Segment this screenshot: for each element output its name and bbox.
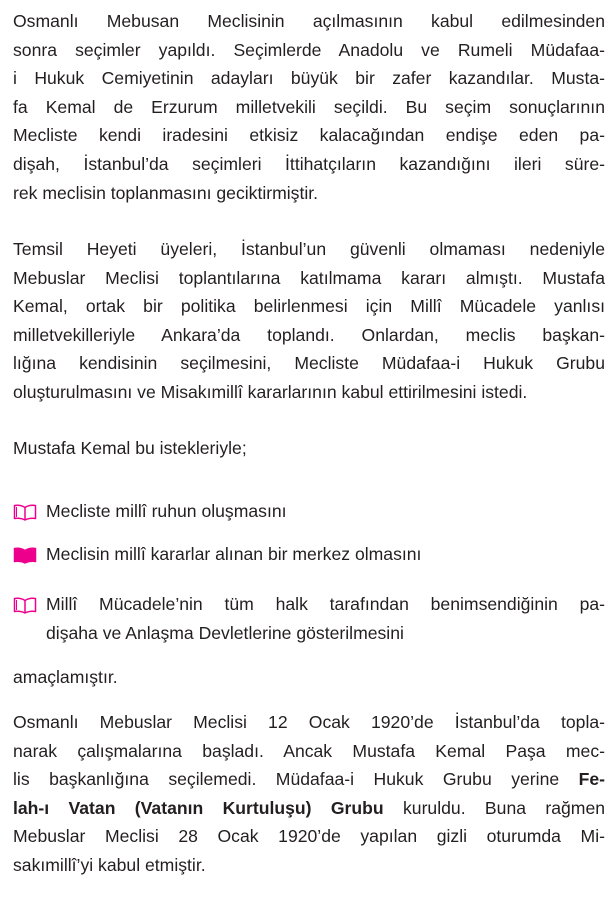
closed-book-filled-icon — [13, 547, 37, 564]
bold-term: Fe- — [578, 769, 605, 790]
text-segment: kuruldu. Buna rağmen — [383, 797, 606, 818]
text-line: Mebuslar Meclisi toplantılarına katılmama kararı almıştı. Mustafa — [13, 267, 605, 288]
bold-term: lah-ı Vatan (Vatanın Kurtuluşu) Grubu — [13, 797, 384, 818]
text-line: Osmanlı Mebusan Meclisinin açılmasının kabul edilmesinden — [13, 11, 605, 31]
open-book-outline-icon — [13, 597, 37, 614]
text-line: Temsil Heyeti üyeleri, İstanbul’un güvenli olmaması nedeniyle — [13, 239, 605, 259]
text-line: sonra seçimler yapıldı. Seçimlerde Anadolu ve Rumeli Müdafaa- — [13, 39, 605, 60]
text-line: rek meclisin toplanmasını geciktirmiştir. — [13, 182, 319, 203]
text-line: fa Kemal de Erzurum milletvekili seçildi. Bu seçim sonuçlarının — [13, 96, 605, 117]
text-line: i Hukuk Cemiyetinin adayları büyük bir zafer kazandılar. Musta- — [13, 68, 605, 89]
text-line — [13, 794, 605, 823]
open-book-outline-icon — [13, 504, 37, 521]
paragraph-representative-committee — [13, 235, 605, 407]
text-segment: lis başkanlığına seçilemedi. Müdafaa-i Hukuk Grubu yerine — [13, 769, 579, 790]
text-line: narak çalışmalarına başladı. Ancak Mustafa Kemal Paşa mec- — [13, 740, 605, 761]
bullet-text — [46, 590, 605, 647]
bullet-text: Mecliste millî ruhun oluşmasını — [46, 501, 287, 521]
text-line: Kemal, ortak bir politika belirlenmesi için Millî Mücadele yanlısı — [13, 296, 605, 317]
text-line: sakımillî’yi kabul etmiştir. — [13, 854, 206, 875]
text-line: lığına kendisinin seçilmesini, Mecliste Müdafaa-i Hukuk Grubu — [13, 353, 605, 374]
text-line: Millî Mücadele’nin tüm halk tarafından benimsendiğinin pa- — [46, 594, 605, 614]
paragraph-intro-list — [13, 434, 605, 463]
paragraph-elections — [13, 7, 605, 207]
text-line: Osmanlı Mebuslar Meclisi 12 Ocak 1920’de İstanbul’da topla- — [13, 712, 605, 732]
text-line: amaçlamıştır. — [13, 667, 118, 687]
text-line: milletvekilleriyle Ankara’da toplandı. Onlardan, meclis başkan- — [13, 324, 605, 345]
paragraph-conclusion — [13, 663, 605, 692]
text-line: Mebuslar Meclisi 28 Ocak 1920’de yapılan gizli oturumda Mi- — [13, 826, 605, 847]
text-line — [13, 765, 605, 794]
text-line: dişaha ve Anlaşma Devletlerine gösterilmesini — [46, 622, 404, 643]
text-line: oluşturulmasını ve Misakımillî kararlarının kabul ettirilmesini istedi. — [13, 381, 528, 402]
text-line: Mustafa Kemal bu istekleriyle; — [13, 438, 247, 458]
paragraph-ottoman-parliament — [13, 708, 605, 880]
bullet-text: Meclisin millî kararlar alınan bir merkez olmasını — [46, 544, 422, 564]
text-line: Mecliste kendi iradesini etkisiz kalacağından endişe eden pa- — [13, 125, 605, 146]
text-line: dişah, İstanbul’da seçimleri İttihatçıların kazandığını ileri süre- — [13, 153, 605, 174]
